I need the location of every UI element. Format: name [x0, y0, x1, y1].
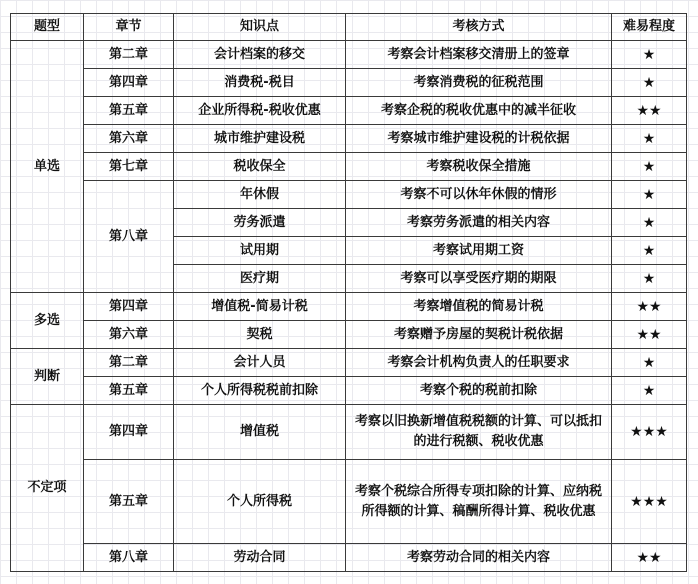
difficulty-stars: ★ [612, 237, 687, 265]
difficulty-stars: ★★ [612, 321, 687, 349]
chapter-cell: 第二章 [84, 41, 174, 69]
knowledge-point-cell: 会计人员 [174, 349, 346, 377]
knowledge-point-cell: 个人所得税 [174, 460, 346, 544]
table-row [11, 544, 687, 572]
difficulty-stars: ★★★ [612, 460, 687, 544]
assessment-method-cell: 考察试用期工资 [346, 237, 612, 265]
table-row [11, 181, 687, 209]
table-row [11, 125, 687, 153]
knowledge-point-cell: 劳务派遣 [174, 209, 346, 237]
assessment-method-cell: 考察税收保全措施 [346, 153, 612, 181]
knowledge-point-cell: 消费税-税目 [174, 69, 346, 97]
difficulty-stars: ★ [612, 377, 687, 405]
table-row [11, 405, 687, 460]
header-difficulty: 难易程度 [612, 14, 687, 41]
difficulty-stars: ★★ [612, 544, 687, 572]
assessment-method-cell: 考察城市维护建设税的计税依据 [346, 125, 612, 153]
knowledge-point-cell: 增值税 [174, 405, 346, 460]
header-knowledge-point: 知识点 [174, 14, 346, 41]
group-single-choice: 单选 [11, 41, 84, 293]
knowledge-point-cell: 个人所得税税前扣除 [174, 377, 346, 405]
table-row [11, 41, 687, 69]
knowledge-point-cell: 增值税-简易计税 [174, 293, 346, 321]
chapter-cell: 第五章 [84, 97, 174, 125]
table-header-row [11, 14, 687, 41]
group-multiple-choice: 多选 [11, 293, 84, 349]
difficulty-stars: ★★ [612, 97, 687, 125]
assessment-method-cell: 考察增值税的简易计税 [346, 293, 612, 321]
assessment-method-cell: 考察劳动合同的相关内容 [346, 544, 612, 572]
difficulty-stars: ★ [612, 125, 687, 153]
knowledge-point-cell: 税收保全 [174, 153, 346, 181]
assessment-method-cell: 考察个税综合所得专项扣除的计算、应纳税所得额的计算、稿酬所得计算、税收优惠 [346, 460, 612, 544]
table-row [11, 293, 687, 321]
assessment-method-cell: 考察个税的税前扣除 [346, 377, 612, 405]
difficulty-stars: ★ [612, 41, 687, 69]
table-row [11, 69, 687, 97]
table-row [11, 153, 687, 181]
assessment-method-cell: 考察劳务派遣的相关内容 [346, 209, 612, 237]
assessment-method-cell: 考察赠予房屋的契税计税依据 [346, 321, 612, 349]
chapter-cell: 第二章 [84, 349, 174, 377]
group-indefinite-choice: 不定项 [11, 405, 84, 572]
assessment-method-cell: 考察会计档案移交清册上的签章 [346, 41, 612, 69]
table-row [11, 349, 687, 377]
header-assessment-method: 考核方式 [346, 14, 612, 41]
chapter-cell: 第六章 [84, 321, 174, 349]
difficulty-stars: ★ [612, 349, 687, 377]
chapter-cell: 第四章 [84, 69, 174, 97]
difficulty-stars: ★ [612, 209, 687, 237]
assessment-method-cell: 考察消费税的征税范围 [346, 69, 612, 97]
chapter-cell: 第六章 [84, 125, 174, 153]
chapter-cell: 第七章 [84, 153, 174, 181]
assessment-method-cell: 考察以旧换新增值税税额的计算、可以抵扣的进行税额、税收优惠 [346, 405, 612, 460]
group-true-false: 判断 [11, 349, 84, 405]
knowledge-point-cell: 企业所得税-税收优惠 [174, 97, 346, 125]
difficulty-stars: ★ [612, 265, 687, 293]
difficulty-stars: ★ [612, 153, 687, 181]
header-chapter: 章节 [84, 14, 174, 41]
assessment-method-cell: 考察企税的税收优惠中的减半征收 [346, 97, 612, 125]
assessment-method-cell: 考察不可以休年休假的情形 [346, 181, 612, 209]
assessment-method-cell: 考察可以享受医疗期的期限 [346, 265, 612, 293]
knowledge-point-cell: 医疗期 [174, 265, 346, 293]
assessment-method-cell: 考察会计机构负责人的任职要求 [346, 349, 612, 377]
chapter-cell: 第八章 [84, 181, 174, 293]
difficulty-stars: ★ [612, 181, 687, 209]
exam-points-table [10, 13, 687, 572]
difficulty-stars: ★★ [612, 293, 687, 321]
table-row [11, 97, 687, 125]
knowledge-point-cell: 会计档案的移交 [174, 41, 346, 69]
chapter-cell: 第五章 [84, 377, 174, 405]
knowledge-point-cell: 年休假 [174, 181, 346, 209]
chapter-cell: 第四章 [84, 293, 174, 321]
knowledge-point-cell: 试用期 [174, 237, 346, 265]
table-row [11, 321, 687, 349]
chapter-cell: 第五章 [84, 460, 174, 544]
difficulty-stars: ★★★ [612, 405, 687, 460]
chapter-cell: 第四章 [84, 405, 174, 460]
chapter-cell: 第八章 [84, 544, 174, 572]
difficulty-stars: ★ [612, 69, 687, 97]
table-row [11, 377, 687, 405]
knowledge-point-cell: 劳动合同 [174, 544, 346, 572]
knowledge-point-cell: 城市维护建设税 [174, 125, 346, 153]
table-row [11, 460, 687, 544]
knowledge-point-cell: 契税 [174, 321, 346, 349]
header-type: 题型 [11, 14, 84, 41]
